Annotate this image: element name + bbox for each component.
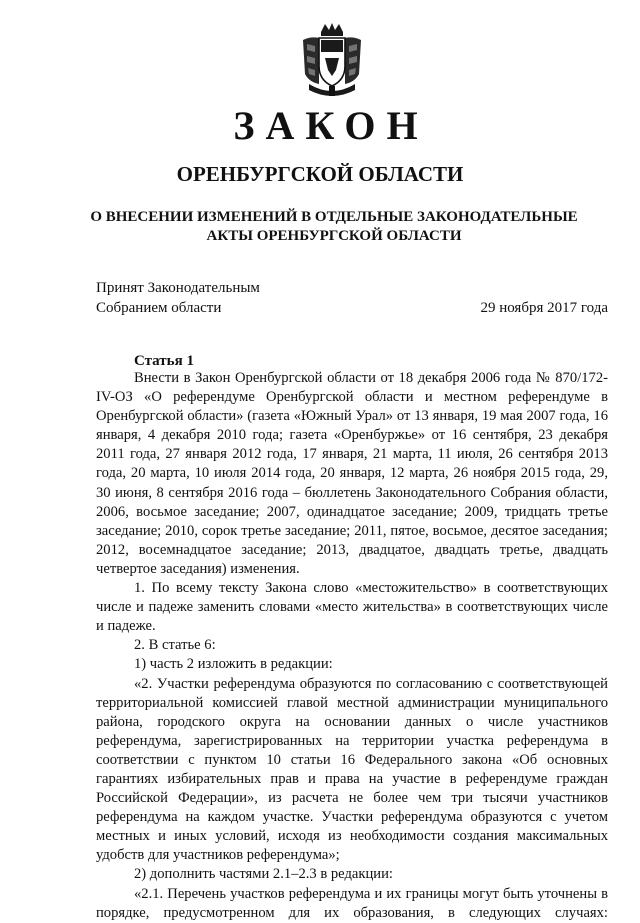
adopted-date: 29 ноября 2017 года <box>480 300 608 316</box>
law-title: ЗАКОН <box>233 103 429 148</box>
paragraph: Внести в Закон Оренбургской области от 18 декабря 2006 года № 870/172-IV-ОЗ «О референдуме Оренбургской области и местном референдуме в Оренбургской области» (газета «Южный Урал» от 13 января, 19 мая 2007 года, 16 января, 4 декабря 2010 года; газета «Оренбуржье» от 16 сентября, 23 декабря 2011 года, 27 января 2012 года, 17 января, 21 марта, 11 июля, 26 сентября 2013 года, 20 марта, 10 июля 2014 года, 20 января, 12 марта, 26 ноября 2015 года, 29, 30 июня, 8 сентября 2016 года – бюллетень Законодательного Собрания области, 2006, восьмое заседание; 2007, одинадцатое заседание; 2009, тридцать третье заседание; 2010, сорок третье заседание; 2011, пятое, восьмое, десятое заседания; 2012, восемнадцатое заседание; 2013, двадцатое, двадцать третье, двадцать четвертое заседания) изменения. <box>96 370 608 577</box>
adopted-by <box>96 278 260 318</box>
paragraph: 2) дополнить частями 2.1–2.3 в редакции: <box>134 866 393 883</box>
adopted-line-1: Принят Законодательным <box>96 280 260 296</box>
paragraph: 1. По всему тексту Закона слово «местожительство» в соответствующих числе и падеже заменить словами «место жительства» в соответствующих числе и падеже. <box>96 580 608 635</box>
article-heading: Статья 1 <box>134 353 194 369</box>
paragraph: «2. Участки референдума образуются по согласованию с соответствующей территориальной комиссией главой местной администрации муниципального района, городского округа на основании данных о числе участников референдума, зарегистрированных на территории участка референдума в соответствии с пунктом 10 статьи 16 Федерального закона «Об основных гарантиях избирательных прав и права на участие в референдуме граждан Российской Федерации», из расчета не более чем три тысячи участников референдума на каждом участке. Участки референдума образуются с учетом местных и иных условий, исходя из необходимости создания максимальных удобств для участников референдума»; <box>96 675 608 864</box>
paragraph: 1) часть 2 изложить в редакции: <box>134 656 333 673</box>
subject-line-1: О ВНЕСЕНИИ ИЗМЕНЕНИЙ В ОТДЕЛЬНЫЕ ЗАКОНОДАТЕЛЬНЫЕ <box>90 209 578 225</box>
subject-line-2: АКТЫ ОРЕНБУРГСКОЙ ОБЛАСТИ <box>206 228 462 244</box>
region-title: ОРЕНБУРГСКОЙ ОБЛАСТИ <box>176 162 464 186</box>
adopted-line-2: Собранием области <box>96 300 222 316</box>
article-body <box>96 369 608 923</box>
orenburg-coat-of-arms-icon <box>299 22 365 98</box>
paragraph: «2.1. Перечень участков референдума и их границы могут быть уточнены в порядке, предусмотренном для их образования, в следующих случаях: <box>96 885 608 921</box>
paragraph: 2. В статье 6: <box>134 637 216 654</box>
law-subject-title <box>90 208 578 246</box>
